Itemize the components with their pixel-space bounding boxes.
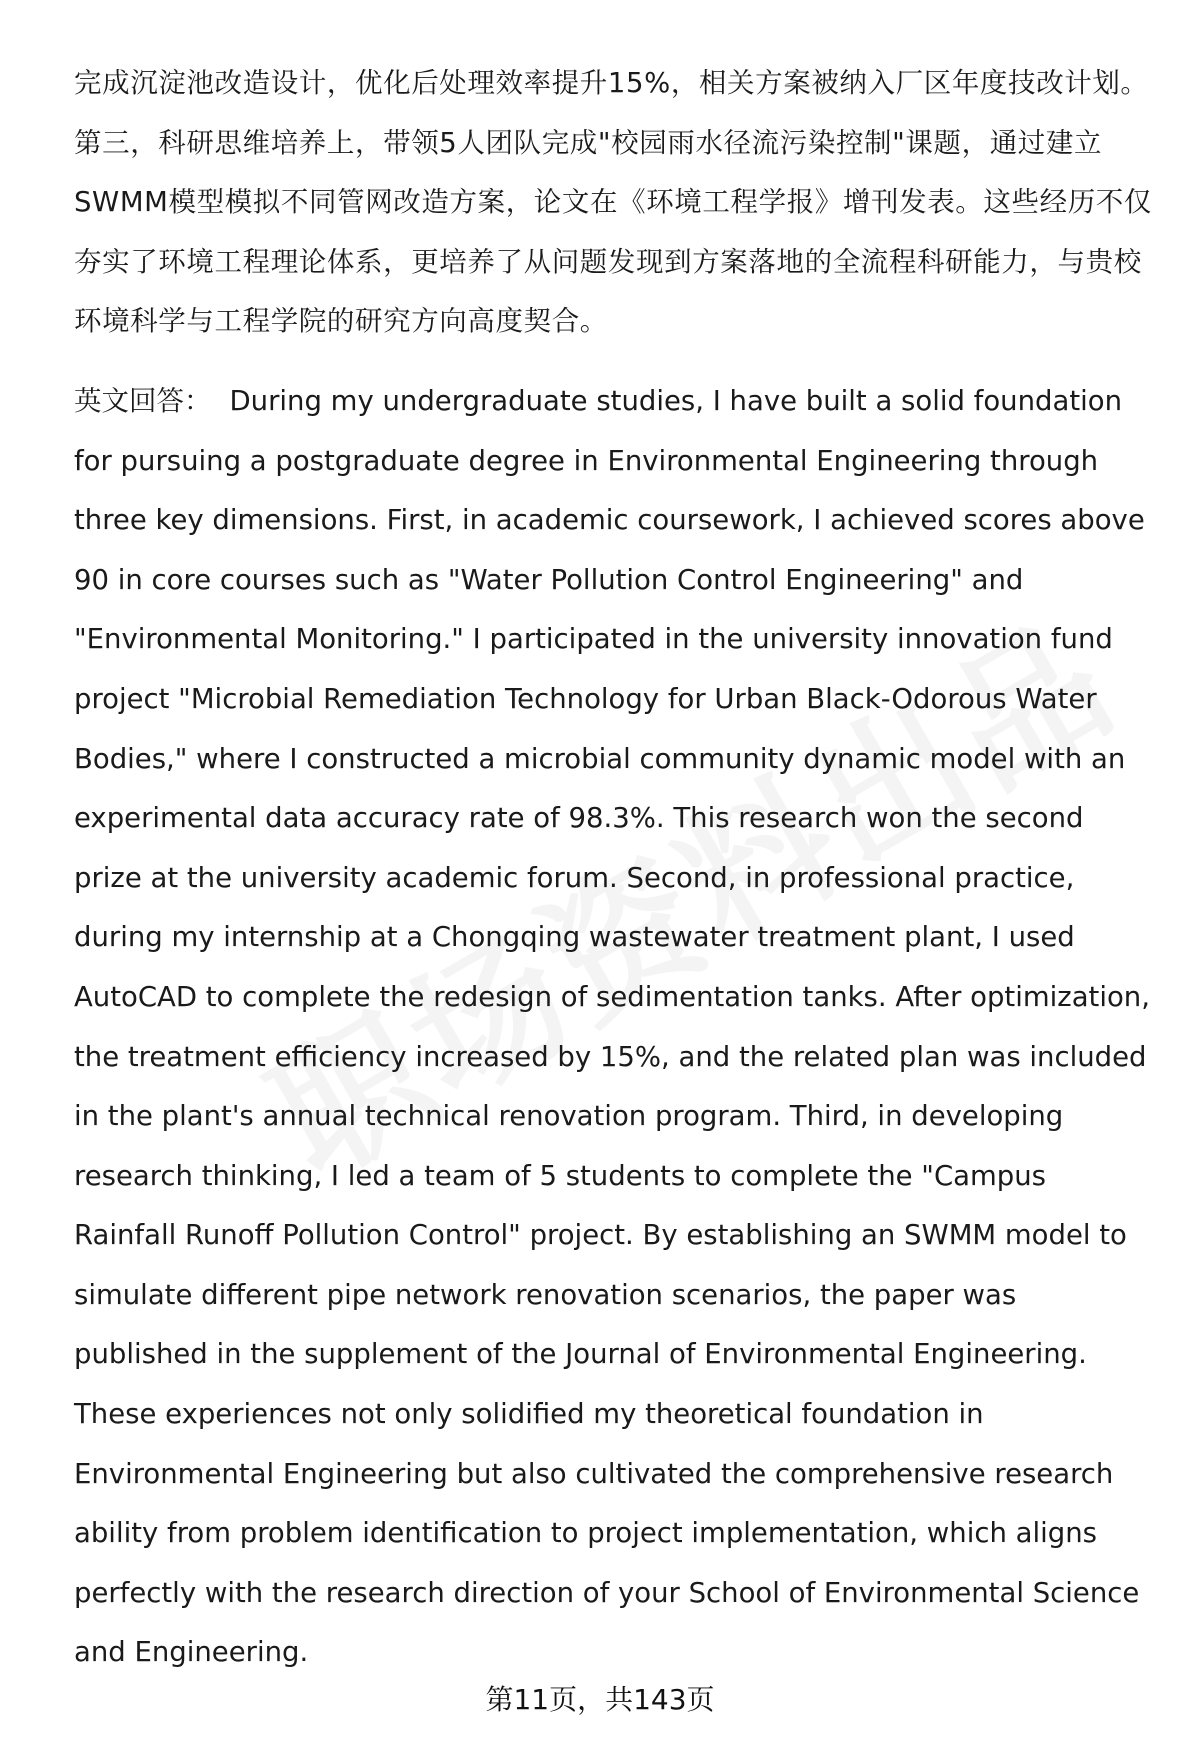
english-answer-text: During my undergraduate studies, I have built a solid foundation for pursuing a postgraduate degree in Environmental Engineering through three key dimensions. First, in academic coursework, I achieved scores above 90 in core courses such as "Water Pollution Control Engineering" and "Environmental Monitoring." I participated in the university innovation fund project "Microbial Remediation Technology for Urban Black-Odorous Water Bodies," where I constructed a microbial community dynamic model with an experimental data accuracy rate of 98.3%. This research won the second prize at the university academic forum. Second, in professional practice, during my internship at a Chongqing wastewater treatment plant, I used AutoCAD to complete the redesign of sedimentation tanks. After optimization, the treatment efficiency increased by 15%, and the related plan was included in the plant's annual technical renovation program. Third, in developing research thinking, I led a team of 5 students to complete the "Campus Rainfall Runoff Pollution Control" project. By establishing an SWMM model to simulate different pipe network renovation scenarios, the paper was published in the supplement of the Journal of Environmental Engineering. These experiences not only solidified my theoretical foundation in Environmental Engineering but also cultivated the comprehensive research ability from problem identification to project implementation, which aligns perfectly with the research direction of your School of Environmental Science and Engineering.	[74, 384, 1150, 1669]
chinese-answer-paragraph: 完成沉淀池改造设计，优化后处理效率提升15%，相关方案被纳入厂区年度技改计划。第三，科研思维培养上，带领5人团队完成"校园雨水径流污染控制"课题，通过建立SWMM模型模拟不同管网改造方案，论文在《环境工程学报》增刊发表。这些经历不仅夯实了环境工程理论体系，更培养了从问题发现到方案落地的全流程科研能力，与贵校环境科学与工程学院的研究方向高度契合。	[74, 67, 1152, 338]
english-answer-paragraph	[74, 372, 1154, 1683]
english-answer-label: 英文回答：	[74, 384, 212, 417]
page-number-footer: 第11页，共143页	[485, 1683, 715, 1716]
document-body	[74, 54, 1154, 1683]
